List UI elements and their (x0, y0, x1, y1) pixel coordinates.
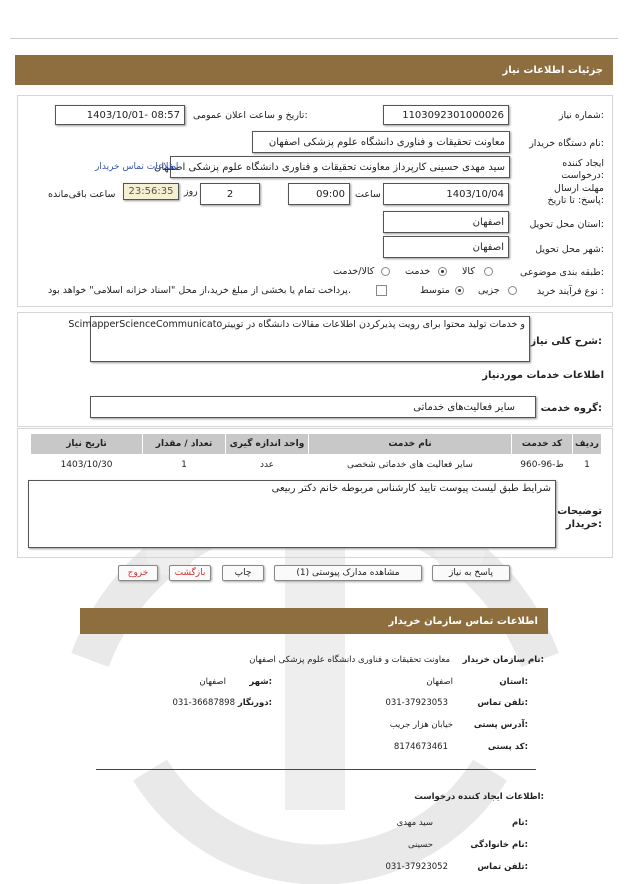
remaining-time-field: 23:56:35 (123, 183, 179, 200)
org-label: نام سازمان خریدار: (462, 655, 544, 665)
category-label: طبقه بندی موضوعی: (519, 267, 604, 278)
table-header-row (31, 434, 602, 455)
description-label: شرح کلی نیاز: (530, 336, 602, 347)
creator-heading: اطلاعات ایجاد کننده درخواست: (414, 792, 544, 802)
deadline-time-field: 09:00 (288, 183, 350, 205)
contact-divider (96, 769, 536, 770)
process-option-medium: متوسط (420, 285, 450, 296)
table-row (31, 455, 602, 476)
contact-province-label: استان: (499, 677, 528, 687)
back-button[interactable]: بازگشت (169, 565, 211, 581)
service-group-field: سایر فعالیت‌های خدماتی (90, 396, 536, 418)
remaining-label: ساعت باقی‌مانده (48, 189, 116, 200)
creator-family-label: نام خانوادگی: (470, 840, 528, 850)
col-quantity: تعداد / مقدار (143, 434, 226, 455)
cell-quantity: 1 (181, 460, 187, 470)
contact-title: اطلاعات تماس سازمان خریدار (388, 615, 538, 627)
category-option-goods: کالا (462, 266, 475, 277)
buyer-contact-link[interactable]: اطلاعات تماس خریدار (95, 162, 179, 172)
province-label: استان محل تحویل: (529, 219, 604, 230)
need-number-label: شماره نیاز: (558, 110, 604, 121)
process-option-minor: جزیی (478, 285, 500, 296)
creator-phone-value: 031-37923052 (385, 862, 448, 872)
org-value: معاونت تحقیقات و فناوری دانشگاه علوم پزشکی اصفهان (249, 655, 450, 665)
col-row-number: ردیف (573, 434, 602, 455)
creator-field: سید مهدی حسینی کارپرداز معاونت تحقیقات و فناوری دانشگاه علوم پزشکی اصفهان (170, 156, 510, 178)
category-radio-service[interactable] (438, 267, 447, 276)
reply-button[interactable]: پاسخ به نیاز (432, 565, 510, 581)
creator-label: ایجاد کننده درخواست: (561, 158, 604, 181)
contact-titlebar (80, 608, 548, 634)
services-table (30, 433, 602, 475)
phone-label: تلفن تماس: (477, 698, 528, 708)
deadline-date-field: 1403/10/04 (383, 183, 509, 205)
description-field: ScimapperScienceCommunicatoو خدمات تولید محتوا برای رویت پذیرکردن اطلاعات مقالات دانشگاه در توییتر (90, 316, 530, 362)
col-need-date: تاریخ نیاز (31, 434, 143, 455)
contact-city-value: اصفهان (199, 677, 226, 687)
announce-label: تاریخ و ساعت اعلان عمومی: (193, 110, 308, 121)
process-radio-minor[interactable] (508, 286, 517, 295)
need-number-field: 1103092301000026 (383, 105, 509, 125)
address-value: خیابان هزار جریب (389, 720, 453, 730)
services-heading: اطلاعات خدمات موردنیاز (482, 370, 604, 381)
deadline-label: مهلت ارسال پاسخ: تا تاریخ: (547, 183, 604, 206)
creator-name-value: سید مهدی (396, 818, 433, 828)
fax-value: 031-36687898 (172, 698, 235, 708)
creator-family-value: حسینی (407, 840, 433, 850)
postal-label: کد پستی: (487, 742, 528, 752)
process-label: نوع فرآیند خرید : (536, 286, 604, 297)
city-field: اصفهان (383, 236, 509, 258)
exit-button[interactable]: خروج (118, 565, 158, 581)
print-button[interactable]: چاپ (222, 565, 264, 581)
category-radio-both[interactable] (381, 267, 390, 276)
details-title: جزئیات اطلاعات نیاز (502, 64, 603, 76)
cell-need-date: 1403/10/30 (60, 460, 113, 470)
buyer-field: معاونت تحقیقات و فناوری دانشگاه علوم پزشکی اصفهان (252, 131, 510, 153)
postal-value: 8174673461 (393, 742, 448, 752)
category-option-service: خدمت (405, 266, 431, 277)
fax-label: دورنگار: (237, 698, 272, 708)
address-label: آدرس پستی: (473, 720, 528, 730)
deadline-time-label: ساعت (355, 189, 381, 200)
category-option-both: کالا/خدمت (333, 266, 375, 277)
province-field: اصفهان (383, 211, 509, 233)
contact-city-label: شهر: (249, 677, 272, 687)
col-service-code: کد خدمت (512, 434, 573, 455)
cell-row-number: 1 (584, 460, 590, 470)
city-label: شهر محل تحویل: (535, 244, 604, 255)
payment-checkbox[interactable] (376, 285, 387, 296)
days-label: روز (184, 186, 198, 197)
cell-unit: عدد (259, 460, 275, 470)
announce-field: 1403/10/01- 08:57 (55, 105, 185, 125)
top-divider (10, 38, 618, 39)
buyer-notes-label: توضیحات خریدار: (557, 506, 602, 530)
process-radio-medium[interactable] (455, 286, 464, 295)
days-field: 2 (200, 183, 260, 205)
col-unit: واحد اندازه گیری (226, 434, 309, 455)
payment-note: پرداخت تمام یا بخشی از مبلغ خرید،از محل "اسناد خزانه اسلامی" خواهد بود. (48, 285, 351, 296)
col-service-name: نام خدمت (309, 434, 512, 455)
phone-value: 031-37923053 (385, 698, 448, 708)
contact-province-value: اصفهان (426, 677, 453, 687)
service-group-label: گروه خدمت: (540, 403, 602, 414)
attachments-button[interactable]: مشاهده مدارک پیوستی (1) (274, 565, 422, 581)
cell-service-code: ط-96-960 (520, 460, 564, 470)
cell-service-name: سایر فعالیت های خدماتی شخصی (347, 460, 473, 470)
buyer-notes-field: شرایط طبق لیست پیوست تایید کارشناس مربوطه خانم دکتر ربیعی (28, 480, 556, 548)
creator-phone-label: تلفن تماس: (477, 862, 528, 872)
creator-name-label: نام: (511, 818, 528, 828)
category-radio-goods[interactable] (484, 267, 493, 276)
details-titlebar (15, 55, 613, 85)
buyer-label: نام دستگاه خریدار: (529, 138, 604, 149)
